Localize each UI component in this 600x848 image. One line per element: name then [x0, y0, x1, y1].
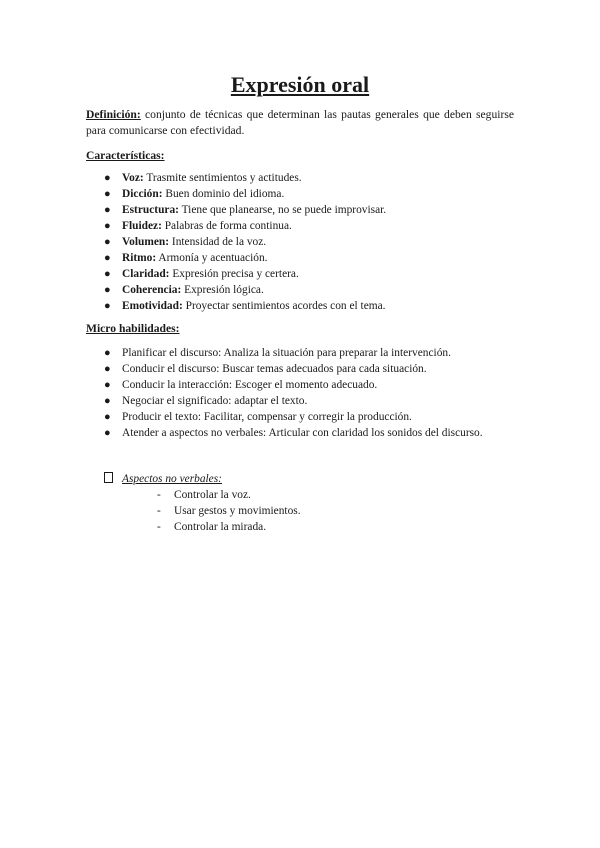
bullet-icon: ● — [104, 427, 111, 439]
list-item — [0, 202, 386, 218]
bullet-icon: ● — [104, 300, 111, 312]
bullet-icon: ● — [104, 411, 111, 423]
item-text: Conducir la interacción: Escoger el momento adecuado. — [122, 379, 378, 391]
checkbox-bullet-icon — [104, 472, 113, 483]
characteristics-heading: Características: — [86, 149, 165, 162]
list-item — [0, 409, 483, 425]
micro-skills-list — [0, 345, 483, 441]
list-item — [0, 361, 483, 377]
bullet-icon: ● — [104, 188, 111, 200]
item-text: Expresión precisa y certera. — [169, 268, 299, 280]
micro-skills-heading: Micro habilidades: — [86, 322, 180, 335]
item-text: Armonía y acentuación. — [156, 252, 268, 264]
item-term: Coherencia: — [122, 284, 182, 296]
item-text: Palabras de forma continua. — [161, 220, 292, 232]
item-text: Expresión lógica. — [181, 284, 264, 296]
item-term: Dicción: — [122, 188, 163, 200]
definition-paragraph — [86, 107, 514, 139]
list-item — [0, 186, 386, 202]
bullet-icon: ● — [104, 252, 111, 264]
bullet-icon: ● — [104, 204, 111, 216]
dash-bullet-icon: - — [157, 505, 161, 517]
item-term: Fluidez: — [122, 220, 162, 232]
list-item — [0, 345, 483, 361]
list-item — [0, 250, 386, 266]
list-item — [0, 234, 386, 250]
bullet-icon: ● — [104, 268, 111, 280]
dash-bullet-icon: - — [157, 521, 161, 533]
item-term: Estructura: — [122, 204, 179, 216]
list-item — [0, 218, 386, 234]
bullet-icon: ● — [104, 379, 111, 391]
item-term: Ritmo: — [122, 252, 157, 264]
list-item — [0, 266, 386, 282]
item-text: Trasmite sentimientos y actitudes. — [143, 172, 302, 184]
bullet-icon: ● — [104, 236, 111, 248]
non-verbal-heading-text: Aspectos no verbales: — [122, 473, 222, 485]
non-verbal-list — [0, 487, 301, 535]
bullet-icon: ● — [104, 172, 111, 184]
list-item — [0, 425, 483, 441]
bullet-icon: ● — [104, 347, 111, 359]
dash-bullet-icon: - — [157, 489, 161, 501]
item-text: Atender a aspectos no verbales: Articular con claridad los sonidos del discurso. — [122, 427, 483, 439]
item-text: Intensidad de la voz. — [169, 236, 267, 248]
list-item — [0, 377, 483, 393]
item-text: Conducir el discurso: Buscar temas adecuados para cada situación. — [122, 363, 427, 375]
bullet-icon: ● — [104, 363, 111, 375]
list-item — [0, 170, 386, 186]
item-text: Proyectar sentimientos acordes con el tema. — [182, 300, 386, 312]
list-item — [0, 503, 301, 519]
list-item — [0, 519, 301, 535]
list-item — [0, 393, 483, 409]
item-text: Controlar la voz. — [174, 489, 251, 501]
definition-term: Definición: — [86, 108, 141, 121]
item-text: Usar gestos y movimientos. — [174, 505, 301, 517]
item-term: Claridad: — [122, 268, 170, 280]
bullet-icon: ● — [104, 284, 111, 296]
bullet-icon: ● — [104, 220, 111, 232]
characteristics-list — [0, 170, 386, 314]
bullet-icon: ● — [104, 395, 111, 407]
list-item — [0, 487, 301, 503]
item-text: Planificar el discurso: Analiza la situación para preparar la intervención. — [122, 347, 451, 359]
list-item — [0, 298, 386, 314]
definition-text: conjunto de técnicas que determinan las pautas generales que deben seguirse para comunicarse con efectividad. — [86, 108, 514, 137]
page-title: Expresión oral — [230, 72, 370, 97]
item-text: Negociar el significado: adaptar el texto. — [122, 395, 308, 407]
item-text: Buen dominio del idioma. — [162, 188, 285, 200]
item-text: Producir el texto: Facilitar, compensar y corregir la producción. — [122, 411, 412, 423]
item-term: Emotividad: — [122, 300, 183, 312]
non-verbal-heading — [104, 471, 222, 487]
item-text: Controlar la mirada. — [174, 521, 267, 533]
list-item — [0, 282, 386, 298]
item-term: Volumen: — [122, 236, 170, 248]
item-term: Voz: — [122, 172, 144, 184]
item-text: Tiene que planearse, no se puede improvisar. — [178, 204, 387, 216]
